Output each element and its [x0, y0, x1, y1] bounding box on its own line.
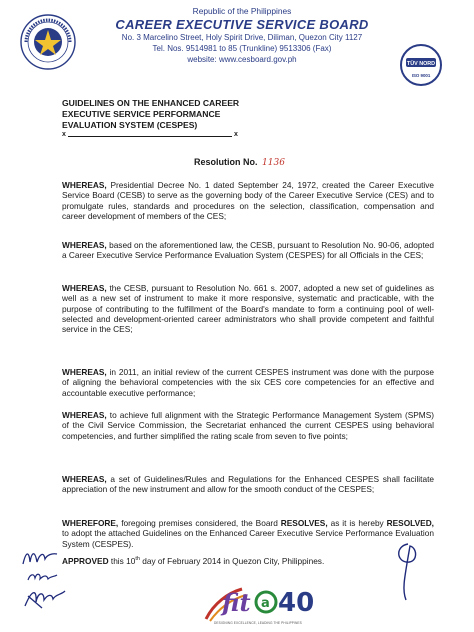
resolution-heading	[194, 157, 285, 168]
svg-text:fit: fit	[222, 588, 251, 617]
wherefore-paragraph: WHEREFORE, foregoing premises considered, the Board RESOLVES, as it is hereby RESOLVED, to adopt the attached Guidelines on the Enhanced Career Executive Service Performance Evaluation System (CESPES).	[62, 518, 434, 549]
header-board-name: CAREER EXECUTIVE SERVICE BOARD	[115, 17, 369, 32]
header-website: website: www.cesboard.gov.ph	[187, 55, 297, 64]
title-line-1: GUIDELINES ON THE ENHANCED CAREER	[62, 98, 240, 108]
resolution-number: 1136	[262, 158, 285, 168]
header-republic: Republic of the Philippines	[192, 6, 292, 16]
tuv-iso-seal-logo	[400, 44, 442, 86]
whereas-paragraph-5: WHEREAS, to achieve full alignment with the Strategic Performance Management System (SPMS) of the Civil Service Commission, the Secretariat enhanced the current CESPES using behavioral competencies, and further simplified the rating scale from seven to five points;	[62, 410, 434, 441]
approved-line: APPROVED this 10th day of February 2014 in Quezon City, Philippines.	[62, 556, 325, 566]
logo-tagline: DESIGNING EXCELLENCE, LEADING THE PHILIPPINES	[214, 621, 302, 625]
divider-x-left: x	[62, 131, 66, 138]
fit-at-40-logo	[184, 575, 324, 627]
svg-text:ISO 9001: ISO 9001	[411, 73, 431, 78]
header-address: No. 3 Marcelino Street, Holy Spirit Drive, Diliman, Quezon City 1127	[121, 33, 363, 42]
whereas-paragraph-4: WHEREAS, in 2011, an initial review of the current CESPES instrument was done with the purpose of aligning the behavioral competencies with the six CES core competencies for an effective and accountable executive performance;	[62, 367, 434, 398]
signature-initials-right	[388, 540, 424, 604]
divider-rule	[68, 136, 232, 137]
svg-text:a: a	[261, 596, 270, 611]
title-divider	[62, 131, 242, 138]
whereas-paragraph-6: WHEREAS, a set of Guidelines/Rules and Regulations for the Enhanced CESPES shall facilitate appreciation of the new instrument and allow for the smooth conduct of the CESPES;	[62, 474, 434, 495]
divider-x-right: x	[234, 131, 238, 138]
svg-text:40: 40	[278, 588, 315, 618]
signature-initials-2	[24, 566, 64, 586]
whereas-paragraph-3: WHEREAS, the CESB, pursuant to Resolution No. 661 s. 2007, adopted a new set of guidelines as well as a new set of instrument to make it more responsive, systematic and practicable, with the purpose of contributing to the fulfillment of the Board's mandate to form a continuing pool of well-selected and development-oriented career administrators who shall provide competent and faithful service in the CES;	[62, 283, 434, 335]
title-line-3: EVALUATION SYSTEM (CESPES)	[62, 120, 198, 130]
cesb-seal-logo	[20, 14, 76, 70]
svg-text:TÜV NORD: TÜV NORD	[406, 61, 436, 68]
whereas-paragraph-1: WHEREAS, Presidential Decree No. 1 dated September 24, 1972, created the Career Executive Service Board (CESB) to serve as the governing body of the Career Executive Service (CES) and to promulgate rules, standards and procedures on the selection, classification, compensation and career development of members of the CES;	[62, 180, 434, 221]
header-telephone: Tel. Nos. 9514981 to 85 (Trunkline) 9513306 (Fax)	[152, 44, 332, 53]
resolution-label: Resolution No.	[194, 157, 258, 167]
title-line-2: EXECUTIVE SERVICE PERFORMANCE	[62, 109, 221, 119]
signature-initials-3	[22, 586, 68, 612]
whereas-paragraph-2: WHEREAS, based on the aforementioned law, the CESB, pursuant to Resolution No. 90-06, adopted a Career Executive Service Performance Evaluation System (CESPES) for all Officials in the CES;	[62, 240, 434, 261]
